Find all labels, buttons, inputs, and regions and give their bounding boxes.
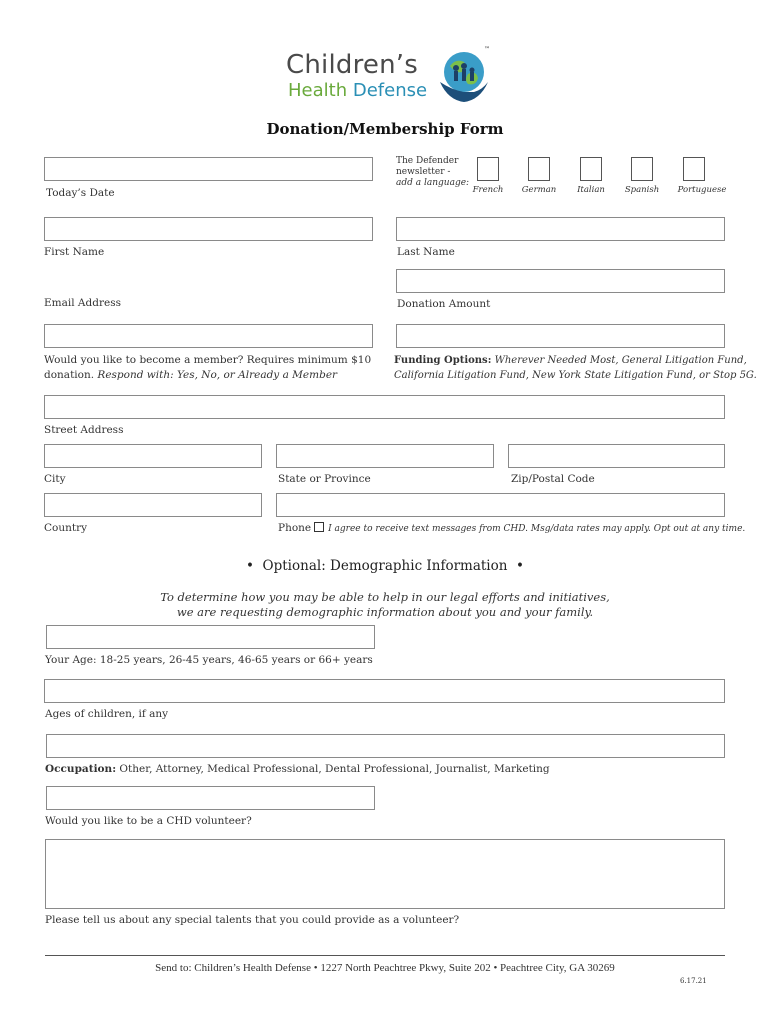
- logo-text-health: Health: [288, 80, 348, 101]
- optional-heading-text: Optional: Demographic Information: [262, 558, 508, 574]
- funding-options-line-2: California Litigation Fund, New York State Litigation Fund, or Stop 5G.: [394, 370, 757, 381]
- label-portuguese: Portuguese: [677, 185, 727, 195]
- funding-option-input[interactable]: [396, 324, 725, 348]
- occupation-label: [45, 763, 550, 775]
- first-name-input[interactable]: [44, 217, 373, 241]
- children-ages-input[interactable]: [44, 679, 725, 703]
- phone-row: [278, 522, 745, 534]
- city-input[interactable]: [44, 444, 262, 468]
- phone-label: Phone: [278, 522, 312, 534]
- volunteer-label: Would you like to be a CHD volunteer?: [45, 815, 252, 827]
- demographic-intro: [0, 590, 770, 620]
- city-label: City: [44, 473, 66, 485]
- age-input[interactable]: [46, 625, 375, 649]
- footer-address: Send to: Children’s Health Defense • 1227 North Peachtree Pkwy, Suite 202 • Peachtree City, GA 30269: [155, 962, 615, 974]
- todays-date-input[interactable]: [44, 157, 373, 181]
- checkbox-italian[interactable]: [580, 157, 602, 181]
- country-input[interactable]: [44, 493, 262, 517]
- email-input[interactable]: [396, 269, 725, 293]
- logo-text-childrens: Children’s: [286, 50, 418, 80]
- globe-hands-icon: [436, 44, 492, 108]
- logo-text-health-defense: [288, 80, 427, 101]
- bullet-left: •: [245, 558, 254, 574]
- children-ages-label: Ages of children, if any: [45, 708, 169, 720]
- zip-label: Zip/Postal Code: [511, 473, 595, 485]
- logo-trademark: ™: [484, 46, 490, 53]
- occupation-input[interactable]: [46, 734, 725, 758]
- intro-line-1: To determine how you may be able to help in our legal efforts and initiatives,: [160, 590, 610, 604]
- logo-text-defense: Defense: [352, 80, 428, 101]
- bullet-right: •: [516, 558, 525, 574]
- phone-input[interactable]: [276, 493, 725, 517]
- age-label: Your Age: 18-25 years, 26-45 years, 46-65 years or 66+ years: [45, 654, 373, 666]
- sms-consent-text: I agree to receive text messages from CHD. Msg/data rates may apply. Opt out at any time.: [328, 524, 746, 534]
- optional-section-heading: [0, 558, 770, 574]
- chd-logo: [286, 44, 496, 108]
- zip-input[interactable]: [508, 444, 725, 468]
- member-question: [44, 353, 371, 383]
- newsletter-line-3: add a language:: [396, 178, 470, 188]
- member-question-line-2: donation. Respond with: Yes, No, or Already a Member: [44, 369, 338, 381]
- checkbox-portuguese[interactable]: [683, 157, 705, 181]
- newsletter-line-2: newsletter -: [396, 167, 451, 177]
- newsletter-line-1: The Defender: [396, 156, 459, 166]
- footer-divider: [45, 955, 725, 956]
- page-title: Donation/Membership Form: [266, 120, 504, 138]
- todays-date-label: Today’s Date: [46, 187, 115, 199]
- label-italian: Italian: [577, 185, 605, 195]
- state-label: State or Province: [278, 473, 371, 485]
- checkbox-french[interactable]: [477, 157, 499, 181]
- sms-consent-checkbox[interactable]: [314, 522, 324, 532]
- state-input[interactable]: [276, 444, 494, 468]
- member-input[interactable]: [44, 324, 373, 348]
- talents-label: Please tell us about any special talents that you could provide as a volunteer?: [45, 914, 460, 926]
- label-german: German: [521, 185, 557, 195]
- member-question-line-1: Would you like to become a member? Requires minimum $10: [44, 354, 372, 366]
- checkbox-spanish[interactable]: [631, 157, 653, 181]
- street-address-input[interactable]: [44, 395, 725, 419]
- talents-textarea[interactable]: [45, 839, 725, 909]
- checkbox-german[interactable]: [528, 157, 550, 181]
- form-version-date: 6.17.21: [680, 977, 707, 985]
- occupation-options: Other, Attorney, Medical Professional, Dental Professional, Journalist, Marketing: [119, 763, 550, 775]
- street-address-label: Street Address: [44, 424, 124, 436]
- first-name-label: First Name: [44, 246, 105, 258]
- occupation-heading: Occupation:: [45, 763, 117, 775]
- label-french: French: [472, 185, 504, 195]
- donation-amount-label: Donation Amount: [397, 298, 491, 310]
- funding-options-heading: Funding Options:: [394, 355, 492, 366]
- last-name-label: Last Name: [397, 246, 455, 258]
- last-name-input[interactable]: [396, 217, 725, 241]
- intro-line-2: we are requesting demographic information about you and your family.: [176, 605, 594, 619]
- email-label: Email Address: [44, 297, 121, 309]
- funding-options-text: [394, 353, 757, 383]
- label-spanish: Spanish: [624, 185, 660, 195]
- funding-options-line-1: Wherever Needed Most, General Litigation Fund,: [494, 355, 747, 366]
- country-label: Country: [44, 522, 88, 534]
- volunteer-input[interactable]: [46, 786, 375, 810]
